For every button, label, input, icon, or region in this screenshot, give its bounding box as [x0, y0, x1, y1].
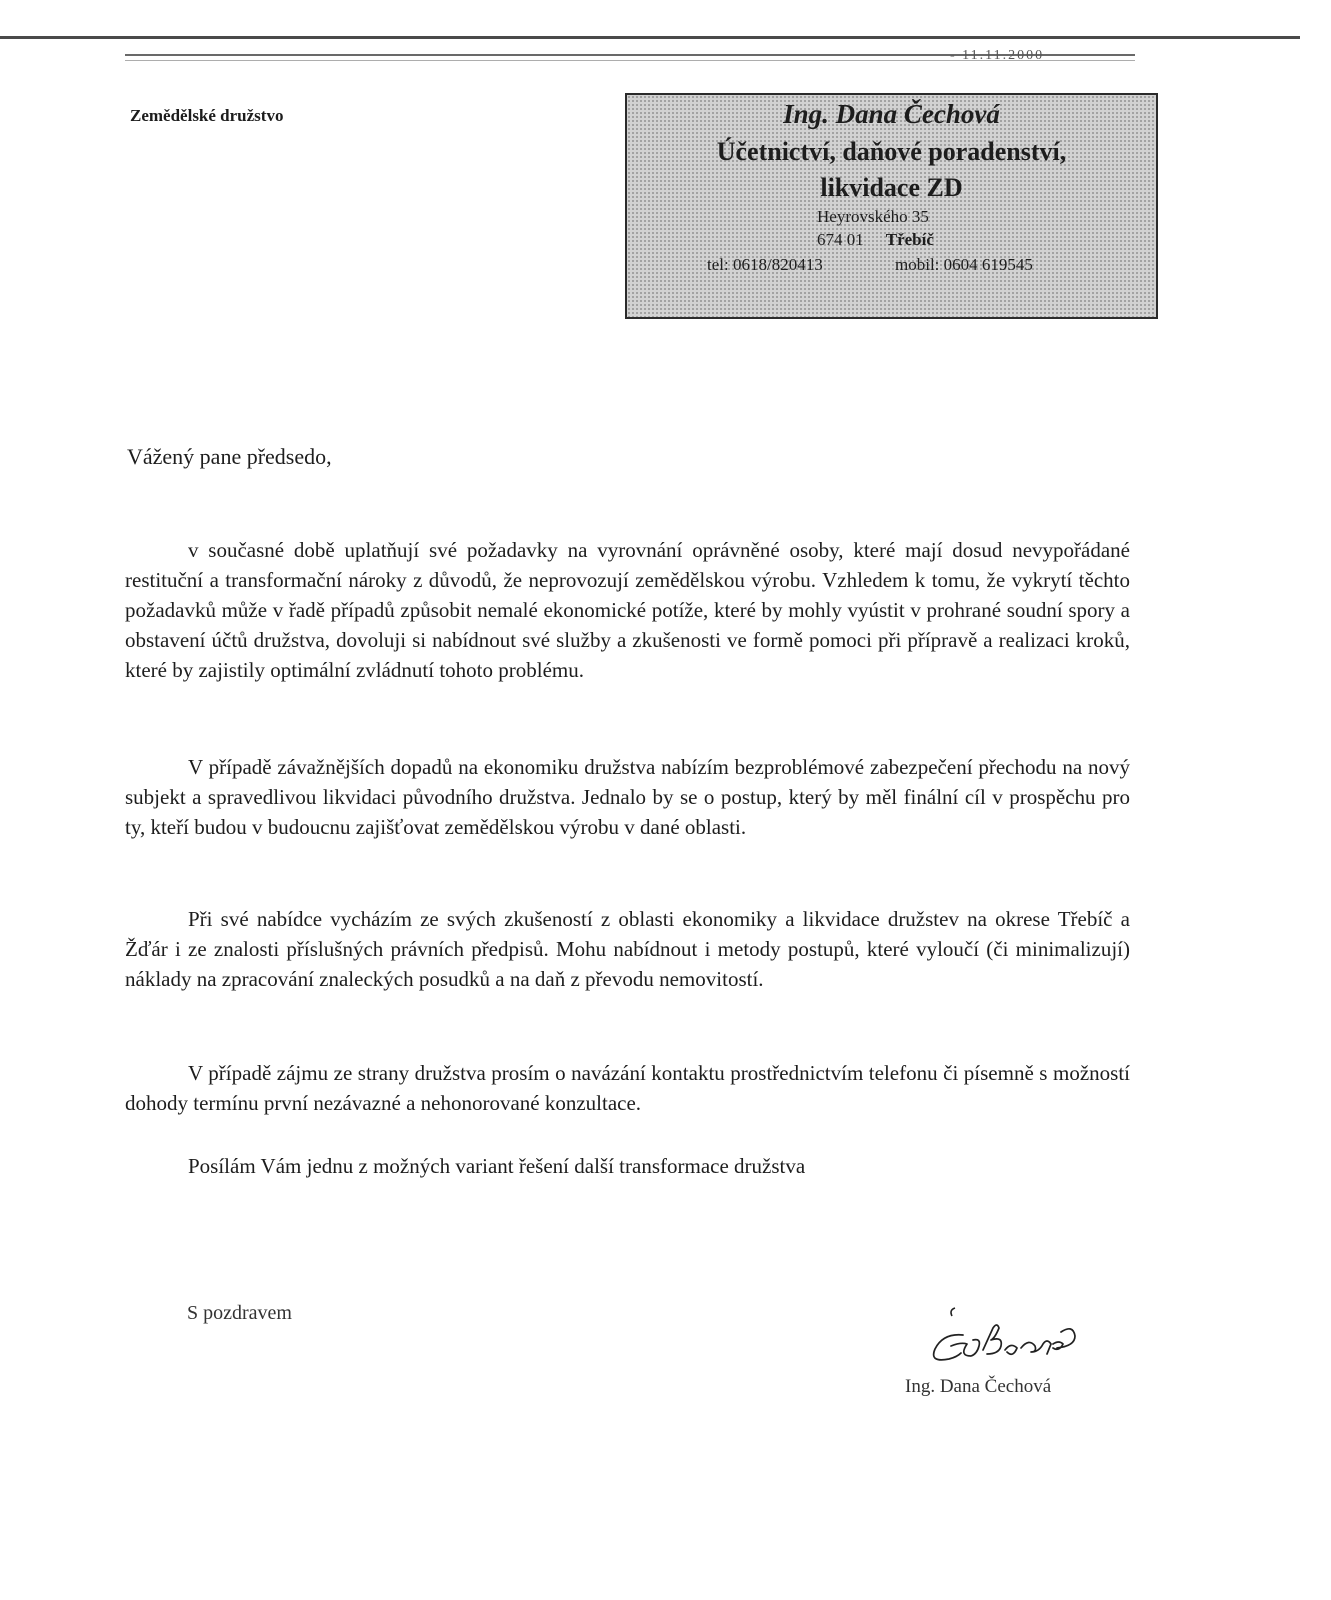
letterhead-street: Heyrovského 35 [817, 207, 929, 226]
paragraph-2: V případě závažnějších dopadů na ekonomiku družstva nabízím bezproblémové zabezpečení přechodu na nový subjekt a spravedlivou likvidaci původního družstva. Jednalo by se o postup, který by měl finální cíl v prospěchu pro ty, kteří budou v budoucnu zajišťovat zemědělskou výrobu v dané oblasti. [125, 755, 1130, 839]
letterhead-services-2: likvidace ZD [820, 173, 963, 202]
paragraph-3: Při své nabídce vycházím ze svých zkušeností z oblasti ekonomiky a likvidace družstev na okrese Třebíč a Žďár i ze znalosti příslušných právních předpisů. Mohu nabídnout i metody postupů, které vyloučí (či minimalizují) náklady na zpracování znaleckých posudků a na daň z převodu nemovitostí. [125, 907, 1130, 991]
letterhead-name: Ing. Dana Čechová [783, 99, 1000, 129]
top-rule [0, 36, 1300, 39]
paragraph-1: v současné době uplatňují své požadavky na vyrovnání oprávněné osoby, které mají dosud nevypořádané restituční a transformační nároky z důvodů, že neprovozují zemědělskou výrobu. Vzhledem k tomu, že vykrytí těchto požadavků může v řadě případů způsobit nemalé ekonomické potíže, které by mohly vyústit v prohrané soudní spory a obstavení účtů družstva, dovoluji si nabídnout své služby a zkušenosti ve formě pomoci při přípravě a realizaci kroků, které by zajistily optimální zvládnutí tohoto problému. [125, 538, 1130, 682]
letterhead-mobile: mobil: 0604 619545 [895, 255, 1033, 274]
salutation: Vážený pane předsedo, [127, 444, 332, 469]
letterhead-services: Účetnictví, daňové poradenství, [716, 137, 1067, 166]
closing: S pozdravem [187, 1302, 292, 1324]
paragraph-4: V případě zájmu ze strany družstva prosím o navázání kontaktu prostřednictvím telefonu či písemně s možností dohody termínu první nezávazné a nehonorované konzultace. [125, 1061, 1130, 1115]
letterhead-city-line [817, 230, 934, 250]
letterhead-postcode: 674 01 [817, 230, 864, 249]
addressee: Zemědělské družstvo [130, 106, 284, 125]
handwritten-signature [925, 1300, 1105, 1375]
letterhead-phone: tel: 0618/820413 [707, 255, 823, 274]
paragraph-5: Posílám Vám jednu z možných variant řešení další transformace družstva [188, 1154, 806, 1178]
letterhead-city: Třebíč [885, 230, 934, 249]
letterhead-stamp [625, 93, 1158, 319]
fax-trace: - 11.11.2000 [950, 48, 1045, 63]
signer-name: Ing. Dana Čechová [905, 1376, 1052, 1397]
